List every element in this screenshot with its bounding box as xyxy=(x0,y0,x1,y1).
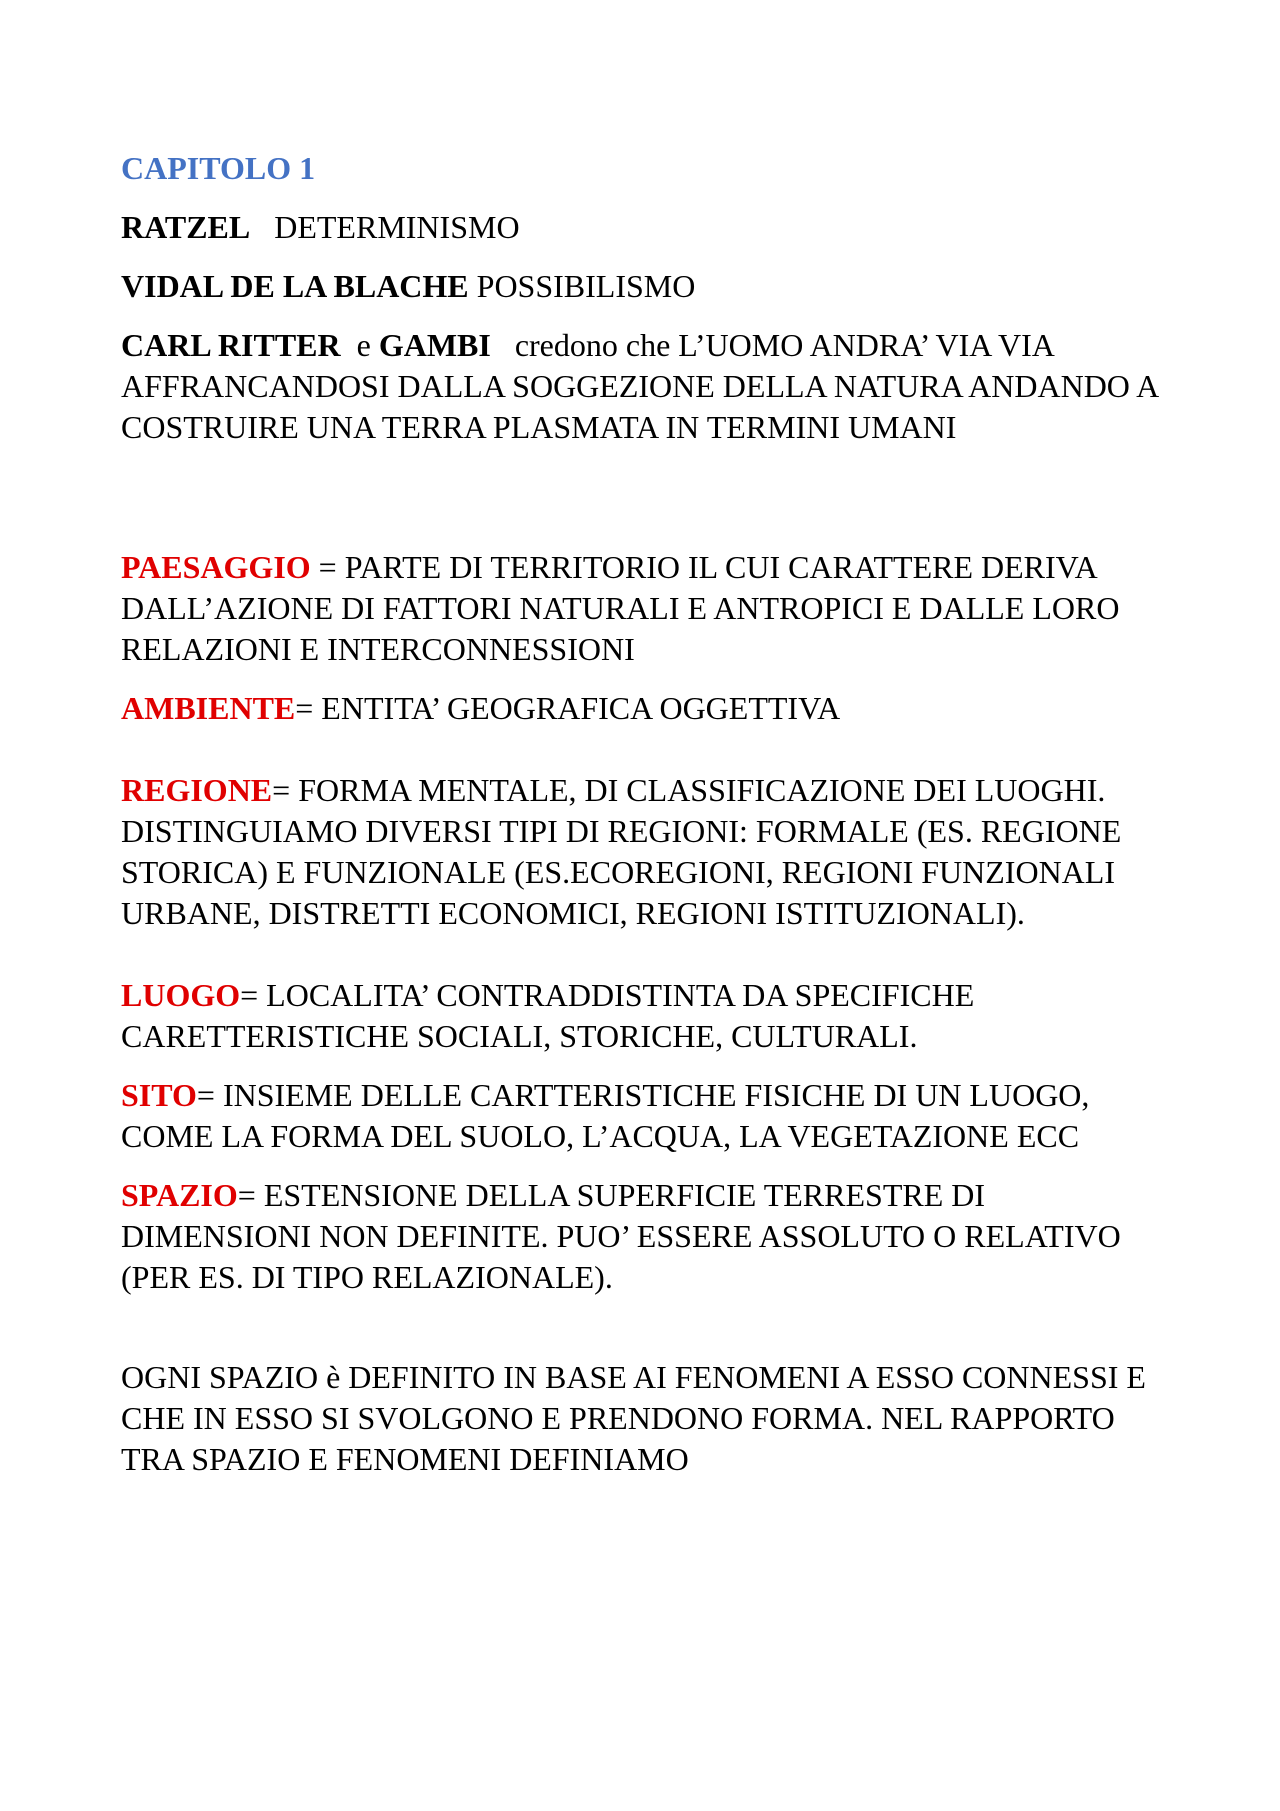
definition-luogo xyxy=(121,975,1161,1057)
definition-text: = ESTENSIONE DELLA SUPERFICIE TERRESTRE DI DIMENSIONI NON DEFINITE. PUO’ ESSERE ASSOLUTO O RELATIVO (PER ES. DI TIPO RELAZIONALE). xyxy=(121,1177,1121,1295)
definition-text: = LOCALITA’ CONTRADDISTINTA DA SPECIFICHE CARETTERISTICHE SOCIALI, STORICHE, CULTURALI. xyxy=(121,977,975,1054)
definition-text: = PARTE DI TERRITORIO IL CUI CARATTERE DERIVA DALL’AZIONE DI FATTORI NATURALI E ANTROPICI E DALLE LORO RELAZIONI E INTERCONNESSIONI xyxy=(121,549,1120,667)
definition-spazio xyxy=(121,1175,1161,1298)
author-ritter-gambi xyxy=(121,325,1161,448)
author-theory: POSSIBILISMO xyxy=(476,268,696,304)
author-name: CARL RITTER xyxy=(121,327,341,363)
author-statement: credono che L’UOMO ANDRA’ VIA VIA AFFRANCANDOSI DALLA SOGGEZIONE DELLA NATURA ANDANDO A COSTRUIRE UNA TERRA PLASMATA IN TERMINI UMANI xyxy=(121,327,1158,445)
closing-paragraph: OGNI SPAZIO è DEFINITO IN BASE AI FENOMENI A ESSO CONNESSI E CHE IN ESSO SI SVOLGONO E PRENDONO FORMA. NEL RAPPORTO TRA SPAZIO E FENOMENI DEFINIAMO xyxy=(121,1359,1146,1477)
definition-sito xyxy=(121,1075,1161,1157)
definition-paesaggio xyxy=(121,547,1161,670)
definition-ambiente xyxy=(121,688,1161,729)
author-ratzel xyxy=(121,207,1161,248)
definition-text: = ENTITA’ GEOGRAFICA OGGETTIVA xyxy=(295,690,841,726)
definition-text: = INSIEME DELLE CARTTERISTICHE FISICHE DI UN LUOGO, COME LA FORMA DEL SUOLO, L’ACQUA, LA VEGETAZIONE ECC xyxy=(121,1077,1090,1154)
author-name: RATZEL xyxy=(121,209,251,245)
author-theory: DETERMINISMO xyxy=(274,209,520,245)
author-name: GAMBI xyxy=(378,327,491,363)
spacer xyxy=(121,1316,1161,1357)
spacer xyxy=(121,747,1161,770)
author-vidal xyxy=(121,266,1161,307)
definition-term: REGIONE xyxy=(121,772,273,808)
definition-text: = FORMA MENTALE, DI CLASSIFICAZIONE DEI LUOGHI. DISTINGUIAMO DIVERSI TIPI DI REGIONI: FORMALE (ES. REGIONE STORICA) E FUNZIONALE (ES.ECOREGIONI, REGIONI FUNZIONALI URBANE, DISTRETTI ECONOMICI, REGIONI ISTITUZIONALI). xyxy=(121,772,1122,931)
document-body xyxy=(121,148,1161,1498)
spacer xyxy=(121,952,1161,975)
spacer xyxy=(121,466,1161,547)
definition-regione xyxy=(121,770,1161,934)
definition-term: SPAZIO xyxy=(121,1177,238,1213)
author-name: VIDAL DE LA BLACHE xyxy=(121,268,469,304)
definition-term: SITO xyxy=(121,1077,197,1113)
definition-term: AMBIENTE xyxy=(121,690,296,726)
definition-term: PAESAGGIO xyxy=(121,549,311,585)
chapter-title: CAPITOLO 1 xyxy=(121,150,316,186)
definition-term: LUOGO xyxy=(121,977,241,1013)
author-conjunction: e xyxy=(356,327,371,363)
